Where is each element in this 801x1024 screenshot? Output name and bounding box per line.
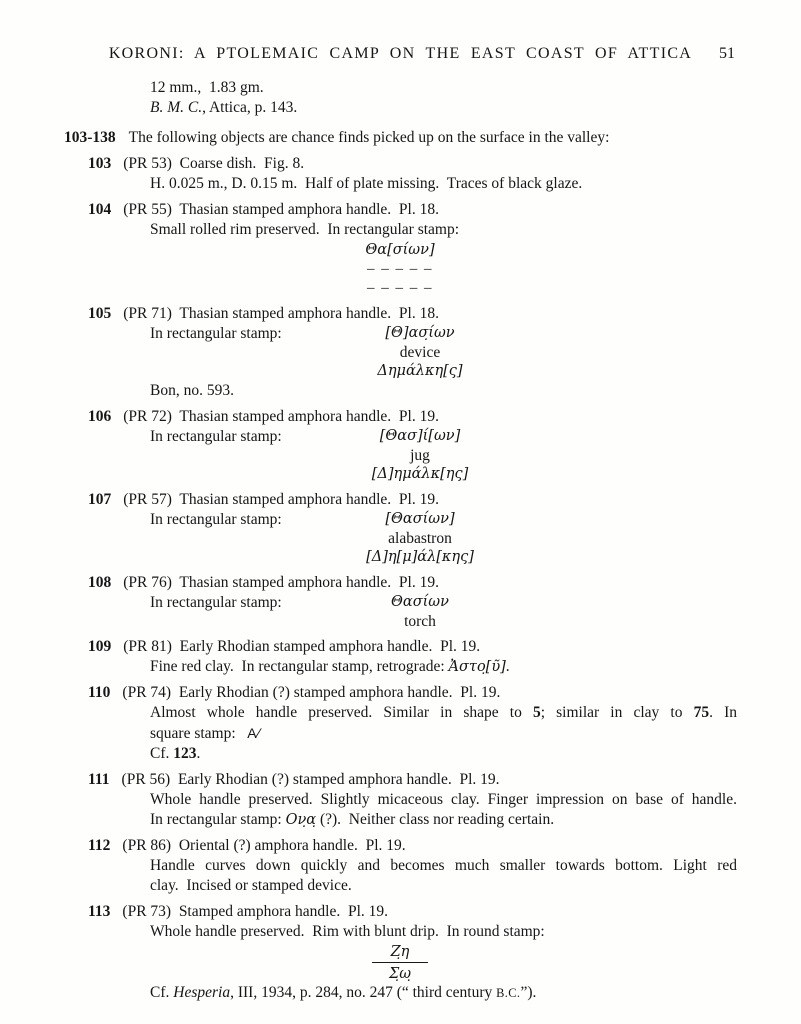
entry-heading <box>88 200 737 220</box>
catalog-entry-106 <box>0 407 801 484</box>
stamp-line-greek: [Θασ]ί[ων] <box>379 428 461 444</box>
prelude-block <box>150 78 737 118</box>
round-stamp-rule <box>372 962 428 963</box>
entry-number: 103 <box>88 155 112 172</box>
entry-title: (PR 74) Early Rhodian (?) stamped amphora handle. Pl. 19. <box>122 684 501 701</box>
entry-number: 107 <box>88 491 112 508</box>
entry-heading <box>88 836 737 856</box>
round-stamp <box>250 943 550 983</box>
round-stamp-bottom: Σ̣ω̣ <box>388 966 412 982</box>
entry-title: (PR 81) Early Rhodian stamped amphora handle. Pl. 19. <box>123 638 481 655</box>
reference-line: Bon, no. 593. <box>150 382 234 399</box>
entry-heading <box>88 770 737 790</box>
stamp-label: In rectangular stamp: <box>150 325 282 342</box>
catalog-entry-105 <box>0 304 801 401</box>
entry-number: 106 <box>88 408 112 425</box>
stamp-block <box>250 241 550 298</box>
entry-number: 111 <box>88 771 110 788</box>
catalog-entry-111 <box>0 770 801 830</box>
entry-body-line: clay. Incised or stamped device. <box>150 877 352 894</box>
entry-heading <box>88 304 737 324</box>
entry-body-line: Fine red clay. In rectangular stamp, retrograde: Ἀστο̣[ῦ]. <box>150 658 510 675</box>
entry-body-line: In rectangular stamp: Ον̣α̣ (?). Neither class nor reading certain. <box>150 811 555 828</box>
intro-line <box>64 128 737 148</box>
stamp-row <box>0 593 801 631</box>
entry-title: (PR 73) Stamped amphora handle. Pl. 19. <box>122 903 389 920</box>
catalog-entry-112 <box>0 836 801 896</box>
entry-number: 109 <box>88 638 112 655</box>
catalog-entry-109 <box>0 637 801 677</box>
entry-body-line: Small rolled rim preserved. In rectangular stamp: <box>150 221 460 238</box>
catalog-entry-113 <box>0 902 801 1003</box>
prelude-citation: B. M. C., Attica, p. 143. <box>150 99 298 116</box>
stamp-line-greek: Θα[σίων] <box>365 242 435 258</box>
stamp-row <box>0 324 801 381</box>
entry-number: 113 <box>88 903 111 920</box>
stamp-line-greek: Δημάλκη[ς] <box>377 363 463 379</box>
entry-heading <box>88 902 737 922</box>
entry-heading <box>88 637 737 657</box>
reference-line: Cf. 123. <box>150 745 201 762</box>
catalog-entry-108 <box>0 573 801 631</box>
intro-text: The following objects are chance finds picked up on the surface in the valley: <box>128 129 610 146</box>
stamp-line-device: torch <box>404 613 436 630</box>
entry-title: (PR 55) Thasian stamped amphora handle. Pl. 18. <box>123 201 439 218</box>
entry-number: 105 <box>88 305 112 322</box>
entry-body-line: Almost whole handle preserved. Similar in shape to 5; similar in clay to 75. In <box>150 704 737 721</box>
stamp-line-dashes: – – – – – <box>367 280 433 296</box>
entry-title: (PR 86) Oriental (?) amphora handle. Pl. 19. <box>122 837 406 854</box>
stamp-line-greek: Θασίων <box>391 594 449 610</box>
entry-heading <box>88 683 737 703</box>
entry-title: (PR 76) Thasian stamped amphora handle. Pl. 19. <box>123 574 439 591</box>
stamp-block <box>270 427 570 484</box>
stamp-line-greek: [Δ]η[μ]άλ[κης] <box>366 549 474 565</box>
entry-number: 110 <box>88 684 111 701</box>
stamp-label: In rectangular stamp: <box>150 428 282 445</box>
stamp-row <box>0 510 801 567</box>
entry-body-line: Handle curves down quickly and becomes much smaller towards bottom. Light red <box>150 857 737 874</box>
stamp-label: In rectangular stamp: <box>150 594 282 611</box>
round-stamp-top: Ζ̣η <box>390 944 410 960</box>
stamp-line-device: jug <box>410 447 430 464</box>
entry-title: (PR 56) Early Rhodian (?) stamped amphora handle. Pl. 19. <box>121 771 500 788</box>
reference-line: Cf. Hesperia, III, 1934, p. 284, no. 247 (“ third century B.C.”). <box>150 984 537 1001</box>
entry-title: (PR 57) Thasian stamped amphora handle. Pl. 19. <box>123 491 439 508</box>
page-title: KORONI: A PTOLEMAIC CAMP ON THE EAST COAST OF ATTICA <box>108 45 693 62</box>
catalog-entry-110 <box>0 683 801 764</box>
entry-title: (PR 72) Thasian stamped amphora handle. Pl. 19. <box>123 408 439 425</box>
entry-body-line: Whole handle preserved. Slightly micaceous clay. Finger impression on base of handle. <box>150 791 737 808</box>
entry-body-line: Whole handle preserved. Rim with blunt drip. In round stamp: <box>150 923 545 940</box>
stamp-block <box>270 324 570 381</box>
entry-body-line: square stamp: Α∕ <box>150 725 261 742</box>
intro-range: 103-138 <box>64 129 116 146</box>
entry-title: (PR 71) Thasian stamped amphora handle. Pl. 18. <box>123 305 439 322</box>
stamp-line-device: device <box>399 344 441 361</box>
catalog-entry-103 <box>0 154 801 194</box>
entry-body-line: H. 0.025 m., D. 0.15 m. Half of plate missing. Traces of black glaze. <box>150 175 583 192</box>
stamp-block <box>270 593 570 631</box>
stamp-line-dashes: – – – – – <box>367 261 433 277</box>
page-number: 51 <box>719 45 735 62</box>
entry-heading <box>88 573 737 593</box>
stamp-label: In rectangular stamp: <box>150 511 282 528</box>
entry-number: 108 <box>88 574 112 591</box>
catalog-entry-104 <box>0 200 801 298</box>
prelude-line: 12 mm., 1.83 gm. <box>150 79 264 96</box>
stamp-line-greek: [Θ]ασ̣ίων <box>385 325 455 341</box>
entry-heading <box>88 490 737 510</box>
entry-heading <box>88 407 737 427</box>
stamp-line-device: alabastron <box>388 530 452 547</box>
catalog-entry-107 <box>0 490 801 567</box>
stamp-line-greek: [Θασίων] <box>385 511 455 527</box>
entry-number: 104 <box>88 201 112 218</box>
stamp-block <box>270 510 570 567</box>
stamp-line-greek: [Δ]ημάλκ[ης] <box>371 466 469 482</box>
entry-heading <box>88 154 737 174</box>
running-header <box>64 44 737 64</box>
entry-title: (PR 53) Coarse dish. Fig. 8. <box>123 155 305 172</box>
stamp-row <box>0 427 801 484</box>
entry-number: 112 <box>88 837 111 854</box>
